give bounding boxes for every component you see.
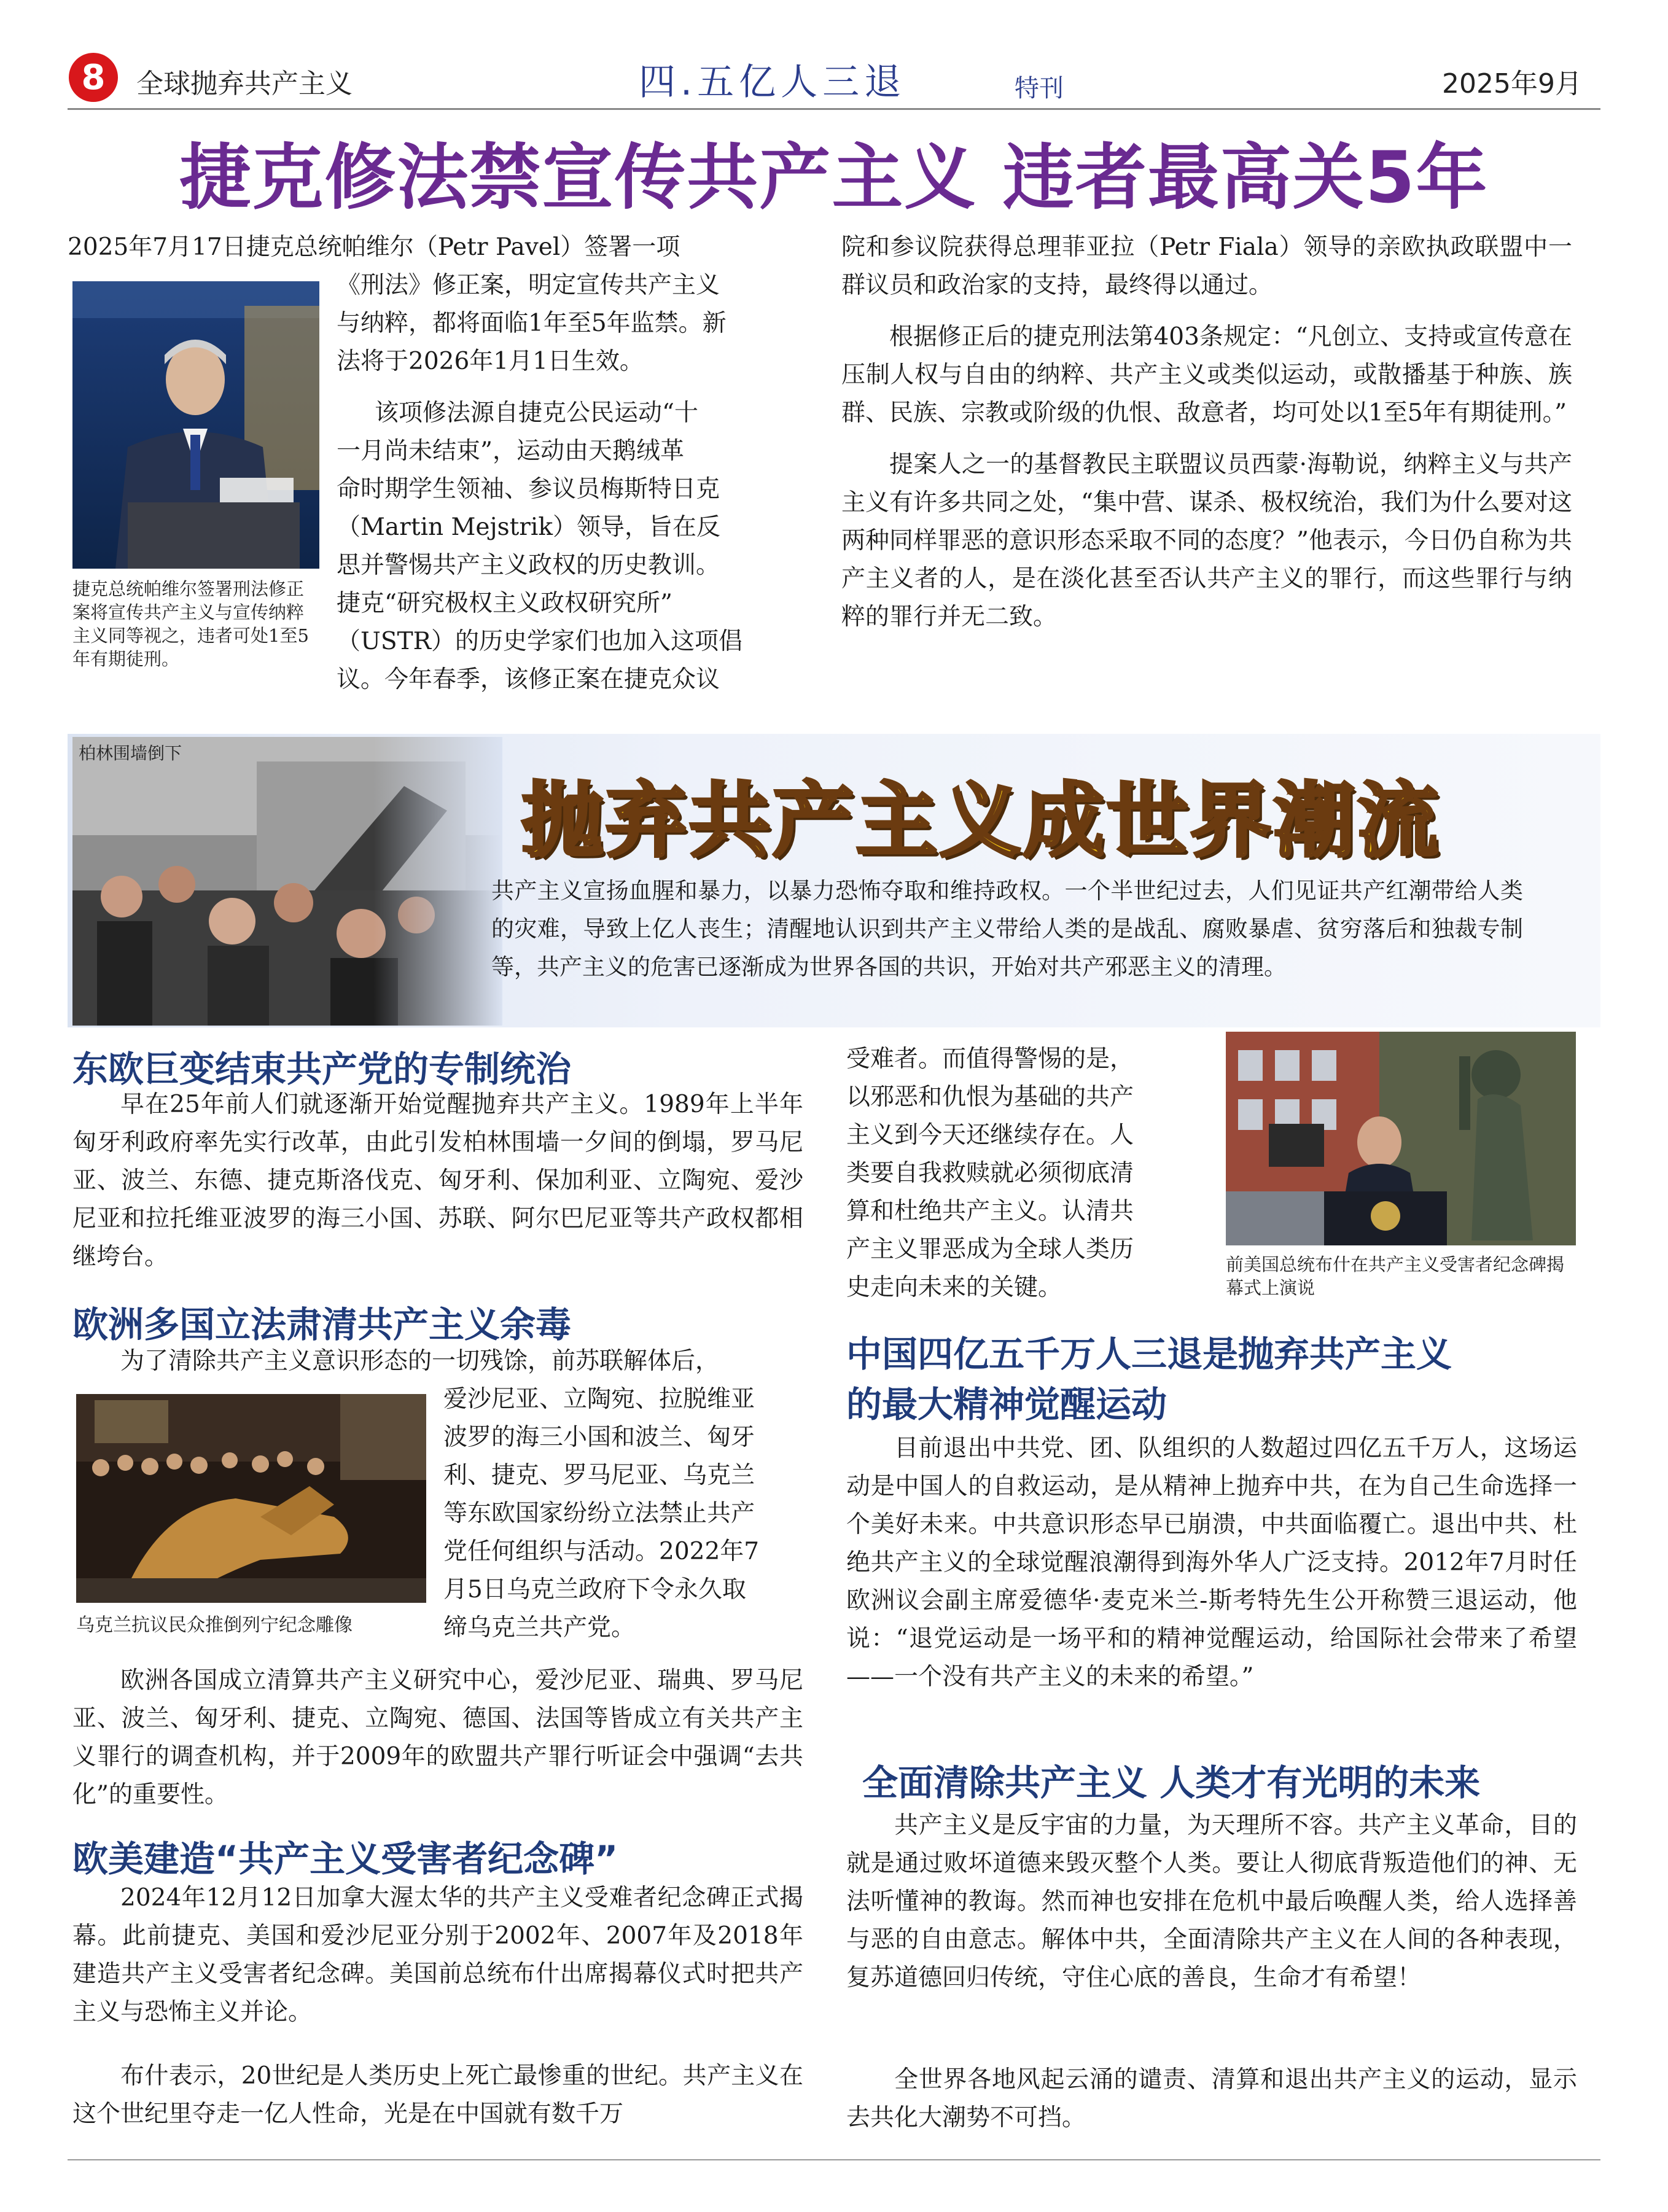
wrap-line: 爱沙尼亚、立陶宛、拉脱维亚 [443,1385,755,1413]
continued-line: 受难者。而值得警惕的是， [846,1045,1134,1073]
wrap-line: 利、捷克、罗马尼亚、乌克兰 [443,1462,755,1489]
lead-line: 捷克“研究极权主义政权研究所” [337,590,672,617]
banner-title: 抛弃共产主义成世界潮流 [522,774,1441,868]
lead-line: 命时期学生领袖、参议员梅斯特日克 [337,475,720,503]
lead-line: 《刑法》修正案，明定宣传共产主义 [337,271,720,299]
three-quits-text: 目前退出中共党、团、队组织的人数超过四亿五千万人，这场运动是中国人的自救运动，是从精神上抛弃中共，在为自己生命选择一个美好未来。中共意识形态早已崩溃，中共面临覆亡。退出中共、杜绝共产主义的全球觉醒浪潮得到海外华人广泛支持。2012年7月时任欧洲议会副主席爱德华·麦克米兰-斯考特先生公开称赞三退运动，他说：“退党运动是一场平和的精神觉醒运动，给国际社会带来了希望——一个没有共产主义的未来的希望。” [846,1435,1577,1691]
special-issue-title: 四.五亿人三退 [639,61,906,104]
bush-memorial-photo [1226,1032,1576,1245]
continued-line: 算和杜绝共产主义。认清共 [846,1198,1134,1225]
banner-text: 共产主义宣扬血腥和暴力，以暴力恐怖夺取和维持政权。一个半世纪过去，人们见证共产红潮带给人类的灾难，导致上亿人丧生；清醒地认识到共产主义带给人类的是战乱、腐败暴虐、贫穷落后和独裁专制等，共产主义的危害已逐渐成为世界各国的共识，开始对共产邪恶主义的清理。 [491,878,1523,980]
continued-line: 史走向未来的关键。 [846,1274,1062,1301]
bush-quote-text: 布什表示，20世纪是人类历史上死亡最惨重的世纪。共产主义在这个世纪里夺走一亿人性命，光是在中国就有数千万 [72,2062,803,2128]
continued-line: 产主义罪恶成为全球人类历 [846,1236,1134,1263]
lenin-statue-caption: 乌克兰抗议民众推倒列宁纪念雕像 [76,1614,353,1636]
lead-col1-text [337,267,805,699]
lead-line: 与纳粹，都将面临1年至5年监禁。新 [337,310,727,337]
memorials-text: 2024年12月12日加拿大渥太华的共产主义受难者纪念碑正式揭幕。此前捷克、美国和爱沙尼亚分别于2002年、2007年及2018年建造共产主义受害者纪念碑。美国前总统布什出席揭幕仪式时把共产主义与恐怖主义并论。 [72,1884,803,2026]
bright-future-text: 共产主义是反宇宙的力量，为天理所不容。共产主义革命，目的就是通过败坏道德来毁灭整个人类。要让人彻底背叛造他们的神、无法听懂神的教诲。然而神也安排在危机中最后唤醒人类，给人选择善与恶的自由意志。解体中共，全面清除共产主义在人间的各种表现，复苏道德回归传统，守住心底的善良，生命才有希望！ [846,1812,1577,1992]
issue-date: 2025年9月 [1442,68,1582,99]
europe-laws-wrap-text [443,1381,803,1647]
wrap-line: 等东欧国家纷纷立法禁止共产 [443,1500,755,1527]
footer-divider [68,2159,1600,2160]
section-heading-memorials: 欧美建造“共产主义受害者纪念碑” [72,1838,618,1880]
lead-line: 该项修法源自捷克公民运动“十 [375,399,698,427]
lead-line: 一月尚未结束”，运动由天鹅绒革 [337,437,684,465]
wrap-line: 党任何组织与活动。2022年7 [443,1538,760,1565]
section-heading-east-europe: 东欧巨变结束共产党的专制统治 [72,1048,572,1090]
section-heading-bright-future: 全面清除共产主义 人类才有光明的未来 [862,1762,1481,1804]
europe-laws-first-line: 为了清除共产主义意识形态的一切残馀，前苏联解体后， [120,1347,720,1375]
lead-paragraph: 提案人之一的基督教民主联盟议员西蒙·海勒说，纳粹主义与共产主义有许多共同之处，“集中营、谋杀、极权统治，我们为什么要对这两种同样罪恶的意识形态采取不同的态度？”他表示，今日仍自称为共产主义者的人，是在淡化甚至否认共产主义的罪行，而这些罪行与纳粹的罪行并无二致。 [841,451,1572,631]
lead-line: 思并警惕共产主义政权的历史教训。 [337,551,720,579]
lead-line: （Martin Mejstrik）领导，旨在反 [337,513,721,541]
continued-line: 主义到今天还继续存在。人 [846,1121,1134,1149]
lead-line-1: 2025年7月17日捷克总统帕维尔（Petr Pavel）签署一项 [68,233,680,261]
section-heading-three-quits-2: 的最大精神觉醒运动 [846,1384,1167,1425]
section-heading-three-quits-1: 中国四亿五千万人三退是抛弃共产主义 [846,1333,1452,1375]
section-name: 全球抛弃共产主义 [136,68,353,99]
lead-line: 法将于2026年1月1日生效。 [337,348,644,375]
special-issue-suffix: 特刊 [1015,74,1064,103]
continued-line: 以邪恶和仇恨为基础的共产 [846,1083,1134,1111]
lead-line: 议。今年春季，该修正案在捷克众议 [337,666,720,693]
berlin-wall-caption: 柏林围墙倒下 [79,743,182,763]
lead-col2-text [841,228,1572,636]
continued-line: 类要自我救赎就必须彻底清 [846,1159,1134,1187]
lead-paragraph: 根据修正后的捷克刑法第403条规定：“凡创立、支持或宣传意在压制人权与自由的纳粹、共产主义或类似运动，或散播基于种族、族群、民族、宗教或阶级的仇恨、敌意者，均可处以1至5年有期徒刑。” [841,323,1572,427]
pavel-photo [72,281,319,569]
pavel-photo-caption: 捷克总统帕维尔签署刑法修正案将宣传共产主义与宣传纳粹主义同等视之，违者可处1至5年有期徒刑。 [72,578,309,669]
header-divider [68,108,1600,110]
lead-paragraph: 院和参议院获得总理菲亚拉（Petr Fiala）领导的亲欧执政联盟中一群议员和政治家的支持，最终得以通过。 [841,233,1572,299]
section-heading-europe-laws: 欧洲多国立法肃清共产主义余毒 [72,1304,572,1346]
berlin-wall-photo [72,737,502,1026]
page-headline: 捷克修法禁宣传共产主义 违者最高关5年 [179,136,1489,219]
wrap-line: 月5日乌克兰政府下令永久取 [443,1576,746,1603]
east-europe-text: 早在25年前人们就逐渐开始觉醒抛弃共产主义。1989年上半年匈牙利政府率先实行改革，由此引发柏林围墙一夕间的倒塌，罗马尼亚、波兰、东德、捷克斯洛伐克、匈牙利、保加利亚、立陶宛、爱沙尼亚和拉托维亚波罗的海三小国、苏联、阿尔巴尼亚等共产政权都相继垮台。 [72,1091,803,1271]
lenin-statue-photo [76,1394,426,1603]
victims-continued-text [846,1040,1215,1307]
closing-text: 全世界各地风起云涌的谴责、清算和退出共产主义的运动，显示去共化大潮势不可挡。 [846,2066,1577,2132]
lead-line: （USTR）的历史学家们也加入这项倡 [337,628,742,655]
research-centers-text: 欧洲各国成立清算共产主义研究中心，爱沙尼亚、瑞典、罗马尼亚、波兰、匈牙利、捷克、立陶宛、德国、法国等皆成立有关共产主义罪行的调查机构，并于2009年的欧盟共产罪行听证会中强调“去共化”的重要性。 [72,1667,803,1809]
bush-memorial-caption: 前美国总统布什在共产主义受害者纪念碑揭幕式上演说 [1226,1254,1565,1298]
wrap-line: 缔乌克兰共产党。 [443,1614,636,1641]
page-number-badge: 8 [69,53,118,102]
wrap-line: 波罗的海三小国和波兰、匈牙 [443,1423,755,1451]
